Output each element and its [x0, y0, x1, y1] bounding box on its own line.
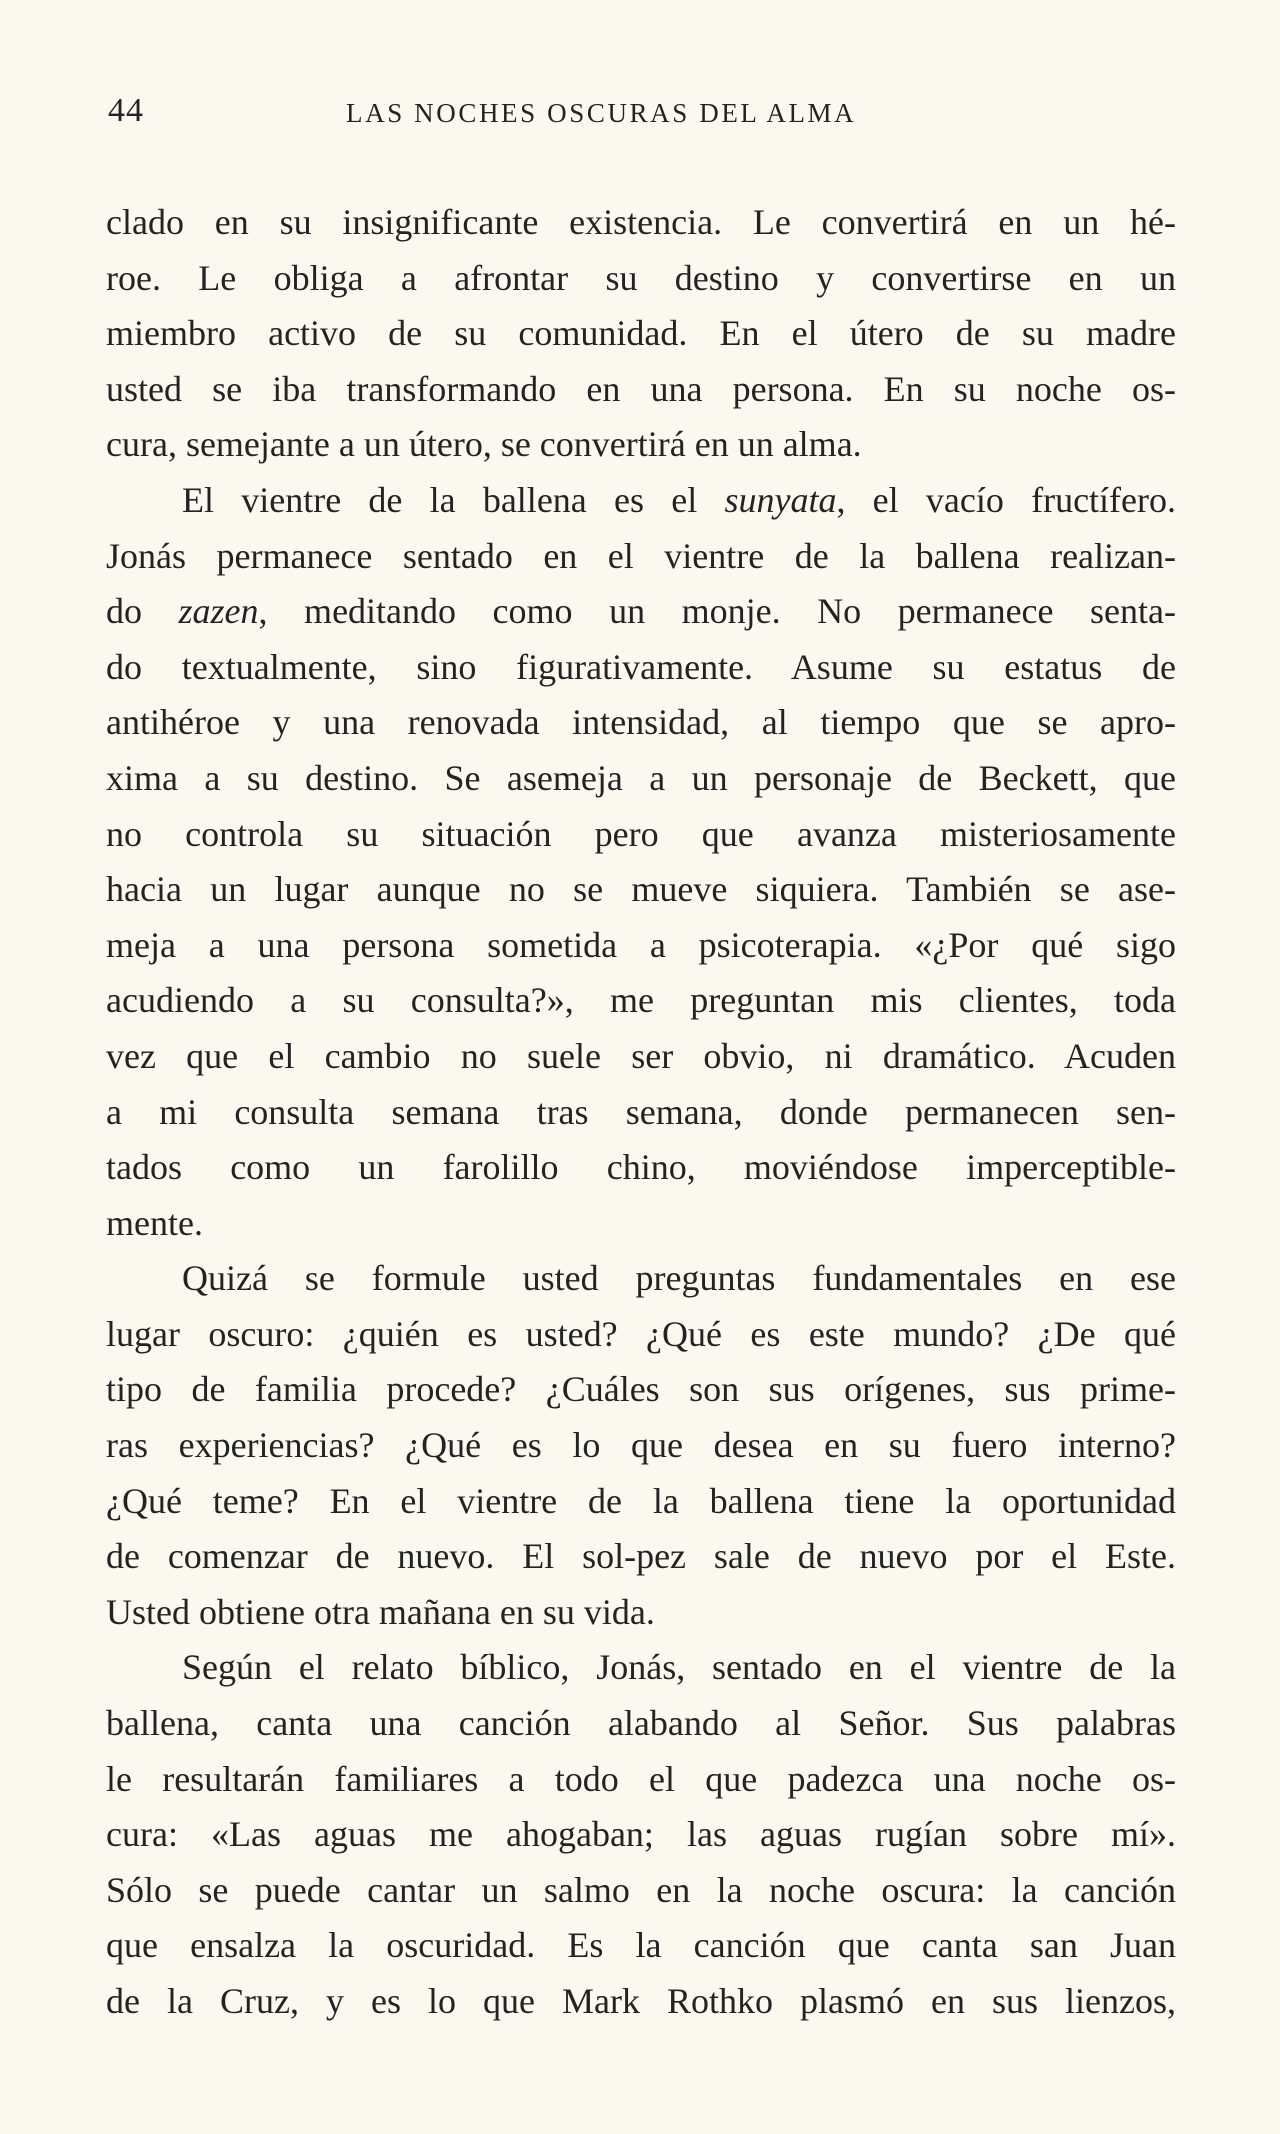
text-line: lugar oscuro: ¿quién es usted? ¿Qué es este mundo? ¿De qué [106, 1313, 1176, 1354]
text-line: tados como un farolillo chino, moviéndose imperceptible- [106, 1147, 1176, 1188]
text-line: le resultarán familiares a todo el que padezca una noche os- [106, 1758, 1176, 1799]
text-line: Según el relato bíblico, Jonás, sentado en el vientre de la [182, 1647, 1176, 1688]
book-title: LAS NOCHES OSCURAS DEL ALMA [346, 98, 857, 128]
text-line: de la Cruz, y es lo que Mark Rothko plasmó en sus lienzos, [106, 1981, 1176, 2021]
text-line: do textualmente, sino figurativamente. Asume su estatus de [106, 646, 1176, 687]
emphasis-zazen: zazen [178, 591, 259, 632]
text-run: El vientre de la ballena es el [182, 479, 725, 520]
text-line [106, 473, 1176, 529]
text-line: Sólo se puede cantar un salmo en la noche oscura: la canción [106, 1869, 1176, 1910]
text-run: , el vacío fructífero. [836, 479, 1176, 520]
text-line: Usted obtiene otra mañana en su vida. [106, 1591, 655, 1632]
text-line: acudiendo a su consulta?», me preguntan mis clientes, toda [106, 980, 1176, 1021]
text-line: hacia un lugar aunque no se mueve siquiera. También se ase- [106, 869, 1176, 910]
text-line: meja a una persona sometida a psicoterapia. «¿Por qué sigo [106, 924, 1176, 965]
text-line: xima a su destino. Se asemeja a un personaje de Beckett, que [106, 757, 1176, 798]
text-line: cura: «Las aguas me ahogaban; las aguas rugían sobre mí». [106, 1814, 1176, 1855]
text-line: ras experiencias? ¿Qué es lo que desea en su fuero interno? [106, 1425, 1176, 1466]
text-line: ballena, canta una canción alabando al Señor. Sus palabras [106, 1703, 1176, 1744]
text-line: roe. Le obliga a afrontar su destino y convertirse en un [106, 257, 1176, 298]
text-line: no controla su situación pero que avanza misteriosamente [106, 813, 1176, 854]
text-line: a mi consulta semana tras semana, donde permanecen sen- [106, 1091, 1176, 1132]
text-run: do [106, 591, 179, 632]
text-line [106, 584, 1176, 640]
text-line: de comenzar de nuevo. El sol-pez sale de nuevo por el Este. [106, 1536, 1176, 1577]
text-line: vez que el cambio no suele ser obvio, ni dramático. Acuden [106, 1035, 1176, 1076]
text-line: mente. [106, 1202, 203, 1243]
page-number: 44 [108, 92, 144, 129]
emphasis-sunyata: sunyata [724, 479, 837, 520]
text-line: Jonás permanece sentado en el vientre de la ballena realizan- [106, 535, 1176, 576]
text-run: , meditando como un monje. No permanece senta- [258, 591, 1176, 632]
text-line: clado en su insignificante existencia. Le convertirá en un hé- [106, 202, 1176, 242]
running-head [108, 92, 1172, 140]
text-line: ¿Qué teme? En el vientre de la ballena tiene la oportunidad [106, 1480, 1176, 1521]
text-line: que ensalza la oscuridad. Es la canción que canta san Juan [106, 1925, 1176, 1966]
text-line: cura, semejante a un útero, se convertirá en un alma. [106, 424, 862, 465]
text-line: tipo de familia procede? ¿Cuáles son sus orígenes, sus prime- [106, 1369, 1176, 1410]
body-text [106, 195, 1176, 2030]
text-line: miembro activo de su comunidad. En el útero de su madre [106, 313, 1176, 354]
text-line: antihéroe y una renovada intensidad, al tiempo que se apro- [106, 702, 1176, 743]
text-line: Quizá se formule usted preguntas fundamentales en ese [182, 1258, 1176, 1299]
text-line: usted se iba transformando en una persona. En su noche os- [106, 368, 1176, 409]
